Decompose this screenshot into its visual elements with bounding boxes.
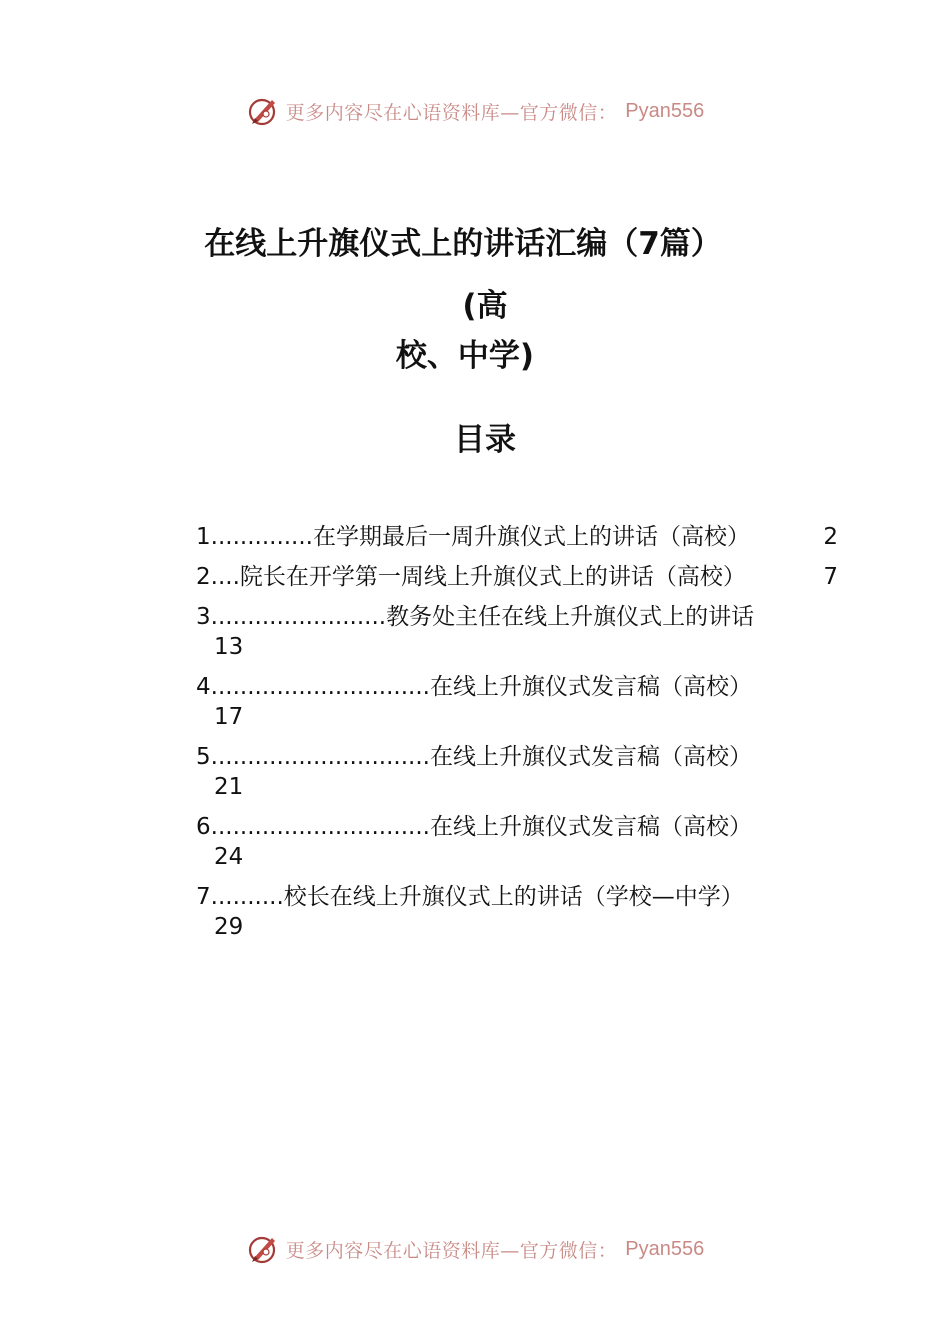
toc-heading: 目录 bbox=[454, 422, 516, 458]
toc-entry-6[interactable] bbox=[196, 812, 846, 872]
toc-entry-number: 4 bbox=[196, 674, 211, 700]
toc-entry-leader: .............................. bbox=[210, 814, 430, 840]
toc-entry-page: 21 bbox=[214, 774, 244, 800]
quill-pen-circle-icon bbox=[246, 94, 280, 128]
toc-entry-number: 5 bbox=[196, 744, 211, 770]
toc-entry-5[interactable] bbox=[196, 742, 846, 802]
toc-entry-title: 院长在开学第一周线上升旗仪式上的讲话（高校） bbox=[239, 564, 746, 590]
toc-entry-number: 7 bbox=[196, 884, 211, 910]
toc-entry-leader: .............................. bbox=[210, 674, 430, 700]
toc-entry-title: 在线上升旗仪式发言稿（高校） bbox=[429, 674, 752, 700]
toc-entry-page: 13 bbox=[214, 634, 244, 660]
toc-entry-title: 校长在线上升旗仪式上的讲话（学校—中学） bbox=[283, 884, 744, 910]
toc-entry-leader: .... bbox=[210, 564, 240, 590]
toc-entry-1[interactable] bbox=[196, 522, 846, 552]
toc-entry-page: 7 bbox=[823, 564, 838, 590]
toc-entry-title: 教务处主任在线上升旗仪式上的讲话 bbox=[386, 604, 755, 630]
document-title-line-2: (高 bbox=[462, 288, 508, 324]
toc-entry-2[interactable] bbox=[196, 562, 846, 592]
toc-entry-number: 2 bbox=[196, 564, 211, 590]
toc-entry-title: 在学期最后一周升旗仪式上的讲话（高校） bbox=[313, 524, 750, 550]
toc-entry-title: 在线上升旗仪式发言稿（高校） bbox=[429, 744, 752, 770]
footer-watermark bbox=[0, 1232, 950, 1266]
toc-entry-leader: .............. bbox=[210, 524, 313, 550]
toc-entry-leader: .......... bbox=[210, 884, 284, 910]
header-watermark bbox=[0, 94, 950, 128]
table-of-contents bbox=[196, 522, 846, 952]
quill-pen-circle-icon bbox=[246, 1232, 280, 1266]
toc-entry-4[interactable] bbox=[196, 672, 846, 732]
toc-entry-7[interactable] bbox=[196, 882, 846, 942]
document-title-line-1: 在线上升旗仪式上的讲话汇编（7篇） bbox=[204, 226, 722, 262]
toc-entry-page: 24 bbox=[214, 844, 244, 870]
toc-entry-page: 29 bbox=[214, 914, 244, 940]
document-title-line-3: 校、中学) bbox=[395, 338, 535, 374]
watermark-text: 更多内容尽在心语资料库—官方微信： bbox=[285, 101, 618, 124]
toc-entry-leader: ........................ bbox=[210, 604, 387, 630]
watermark-wechat-id: Pyan556 bbox=[625, 1237, 705, 1260]
toc-entry-page: 17 bbox=[214, 704, 244, 730]
toc-entry-page: 2 bbox=[823, 524, 838, 550]
toc-entry-3[interactable] bbox=[196, 602, 846, 662]
toc-entry-number: 6 bbox=[196, 814, 211, 840]
watermark-wechat-id: Pyan556 bbox=[625, 99, 705, 122]
toc-entry-leader: .............................. bbox=[210, 744, 430, 770]
toc-entry-number: 3 bbox=[196, 604, 211, 630]
toc-entry-number: 1 bbox=[196, 524, 211, 550]
toc-entry-title: 在线上升旗仪式发言稿（高校） bbox=[429, 814, 752, 840]
watermark-text: 更多内容尽在心语资料库—官方微信： bbox=[285, 1239, 618, 1262]
